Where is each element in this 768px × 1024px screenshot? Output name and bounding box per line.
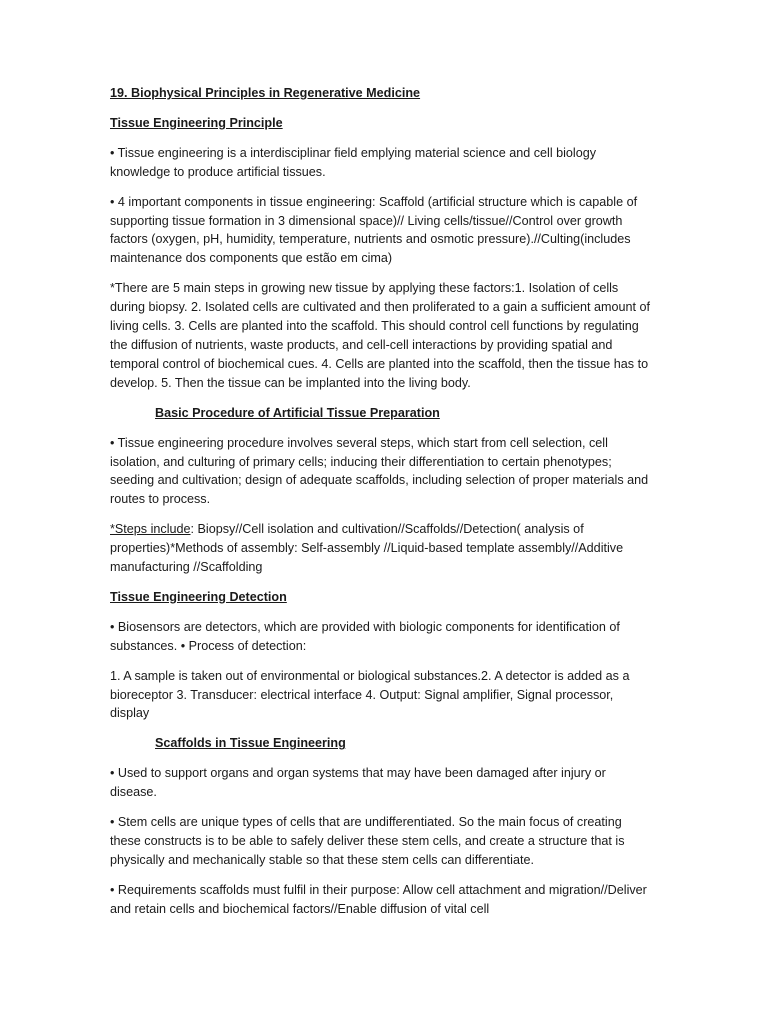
steps-paragraph [110,520,655,577]
section-heading-basic-procedure: Basic Procedure of Artificial Tissue Preparation [155,405,440,420]
paragraph: • Requirements scaffolds must fulfil in their purpose: Allow cell attachment and migration//Deliver and retain cells and biochemical factors//Enable diffusion of vital cell [110,882,647,916]
document-body [110,84,655,930]
paragraph: • 4 important components in tissue engineering: Scaffold (artificial structure which is capable of supporting tissue formation in 3 dimensional space)// Living cells/tissue//Control over growth factors (oxygen, pH, humidity, temperature, nutrients and osmotic pressure).//Culting(includes maintenance dos components que estão em cima) [110,194,638,266]
steps-text: : Biopsy//Cell isolation and cultivation//Scaffolds//Detection( analysis of properties)*Methods of assembly: Self-assembly //Liquid-based template assembly//Additive manufacturing //Scaffolding [110,522,624,575]
paragraph: • Tissue engineering is a interdisciplinar field emplying material science and cell biology knowledge to produce artificial tissues. [110,145,597,179]
paragraph: • Tissue engineering procedure involves several steps, which start from cell selection, cell isolation, and culturing of primary cells; inducing their differentiation to certain phenotypes; seeding and cultivation; design of adequate scaffolds, including selection of proper materials and routes to process. [110,435,649,507]
section-heading-scaffolds: Scaffolds in Tissue Engineering [155,736,346,751]
section-heading-tissue-engineering-principle: Tissue Engineering Principle [110,115,283,130]
paragraph: 1. A sample is taken out of environmental or biological substances.2. A detector is added as a bioreceptor 3. Transducer: electrical interface 4. Output: Signal amplifier, Signal processor, display [110,668,630,721]
section-heading-detection: Tissue Engineering Detection [110,589,287,604]
steps-label: *Steps include [110,522,191,537]
paragraph: • Used to support organs and organ systems that may have been damaged after injury or disease. [110,766,606,800]
paragraph: • Stem cells are unique types of cells that are undifferentiated. So the main focus of creating these constructs is to be able to safely deliver these stem cells, and create a structure that is physically and mechanically stable so that these stem cells can differentiate. [110,815,625,867]
paragraph: *There are 5 main steps in growing new tissue by applying these factors:1. Isolation of cells during biopsy. 2. Isolated cells are cultivated and then proliferated to a gain a sufficient amount of living cells. 3. Cells are planted into the scaffold. This should control cell functions by regulating the diffusion of nutrients, waste products, and cell-cell interactions by providing spatial and temporal control of biochemical cues. 4. Cells are planted into the scaffold, then the tissue has to develop. 5. Then the tissue can be implanted into the living body. [110,281,650,390]
document-title: 19. Biophysical Principles in Regenerative Medicine [110,86,421,100]
paragraph: • Biosensors are detectors, which are provided with biologic components for identification of substances. • Process of detection: [110,619,620,653]
